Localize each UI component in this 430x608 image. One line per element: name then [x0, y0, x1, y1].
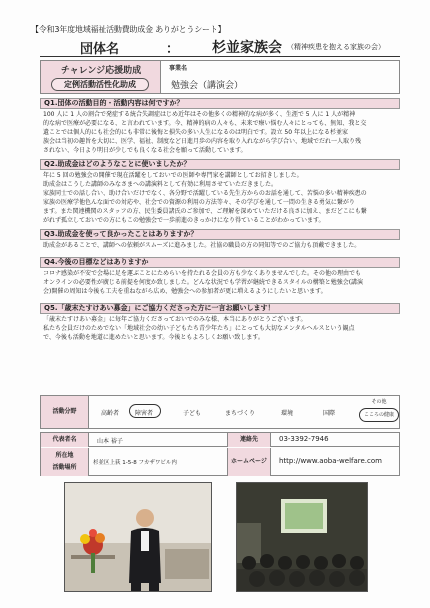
q2-line: 年に 5 回の勉強会の開催で現在活躍をしておいでの医師や専門家を講師としてお招きしました。	[43, 172, 303, 179]
q2-title: Q2.助成金はどのようなことに使いましたか？	[40, 159, 400, 170]
sheet-header-tag: 【令和3年度地域福祉活動費助成金 ありがとうシート】	[31, 25, 226, 34]
grant-info-box	[40, 60, 400, 94]
q1-section	[40, 98, 400, 156]
activity-environment: 環境	[281, 410, 294, 417]
speaker-photo	[64, 482, 212, 592]
activity-children: 子ども	[183, 410, 202, 417]
q4-line: 会)開催の周知は今後も工夫を重ねながら広め、勉強会への参加者が更に増えるようにしたいと思います。	[43, 288, 327, 295]
q1-line: 遺ことでは個人的にも社会的にも非常に後悔と損失の多い人生になるのは明白です。設立 50 年以上になる杉並家	[43, 129, 348, 136]
location-label	[41, 448, 89, 476]
seminar-audience-photo	[236, 482, 368, 592]
phone-number: 03-3392-7946	[279, 435, 329, 443]
q2-line: がれず孤立しておいでの方にもこの勉強会で一歩前進のきっかけになり得ていることがわかっています。	[43, 217, 325, 224]
speaker-photo-image	[65, 483, 212, 592]
project-name: 勉強会（講演会）	[171, 81, 244, 91]
organization-row	[40, 37, 400, 57]
q2-line: 家族同士での話し合い、助け合いだけでなく、各分野で活躍している先生方からのお話を通して、苦悩の多い精神疾患の	[43, 190, 367, 197]
q4-line: オンラインの必要性が廣じる前提を何度か致しました。どんな状況でも学習が継続できるスタイルの構築と勉強会(講演	[43, 279, 364, 286]
q5-line: で、今後も活動を地道に進めたいと思います。今後ともよろしくお願い致します。	[43, 334, 264, 341]
location-label-line-2: 活動場所	[52, 464, 77, 471]
org-name-label: 団体名	[80, 42, 120, 57]
q5-line: 「歳末たすけあい募金」に毎年ご協力くださっておいでのみな様、本当にありがとうございます。	[43, 316, 307, 323]
q1-line: 族会は当初の趣旨を大切に、医学、福祉、制度など日進月歩の内容を取り入れながら学び合い、地域でだれ一人取り残	[43, 138, 362, 145]
grant-type-badge: 定例活動活性化助成	[51, 78, 149, 91]
q3-section	[40, 229, 400, 251]
activity-international: 国際	[323, 410, 336, 417]
activity-fields-row	[40, 395, 400, 429]
activity-fields-label: 活動分野	[41, 396, 89, 428]
activity-disability: 障害者	[135, 410, 154, 417]
homepage-url[interactable]: http://www.aoba-welfare.com	[279, 457, 382, 465]
contact-info-table	[40, 432, 400, 476]
grant-category: チャレンジ応援助成	[60, 66, 142, 76]
org-subtitle: （精神疾患を抱える家族の会）	[287, 43, 385, 51]
q2-line: ます。また関連機関のスタッフの方、民生委員諸氏のご参加で、ご理解を深めていただける良さに加え、まだどこにも繋	[43, 208, 367, 215]
activity-elderly: 高齢者	[101, 410, 120, 417]
q3-line: 助成金があることで、講師への依頼がスムーズに進みました。社協の職員の方の同知等でのご協力も頂戴できました。	[43, 242, 361, 249]
q5-title: Q5.「歳末たすけあい募金」にご協力くださった方に一言お願いします！	[40, 303, 400, 314]
representative-label: 代表者名	[41, 433, 89, 447]
project-name-label: 事業名	[169, 65, 188, 72]
q4-section	[40, 257, 400, 297]
q1-line: されない、今日より明日が少しでも良くなる社会を願って活動しています。	[43, 147, 247, 154]
activity-other	[359, 398, 399, 426]
q1-line: 的な病で医療が必要になる、と言われています。今、精神的病の人々も、未来で療い悩む人々にとっても、無知、我と交	[43, 120, 367, 127]
activity-other-value: こころの健康	[359, 408, 399, 422]
q4-body	[40, 268, 400, 297]
activity-community: まちづくり	[225, 410, 255, 417]
q2-section	[40, 159, 400, 226]
q4-title: Q4.今後の目標などはありますか	[40, 257, 400, 268]
location-label-line-1: 所在地	[55, 452, 74, 459]
location-address: 杉並区上荻 1-5-8 フカザワビル内	[93, 460, 177, 466]
q5-body	[40, 314, 400, 343]
homepage-label: ホームページ	[227, 448, 271, 476]
q2-body	[40, 170, 400, 226]
q1-title: Q1.団体の活動目的・活動内容は何ですか？	[40, 98, 400, 109]
q3-body	[40, 240, 400, 251]
q4-line: コロナ感染が不安で会場に足を運ぶことにためらいを持たれる会員の方も少なくありませんでした。その他の理由でも	[43, 270, 362, 277]
activity-other-label: その他	[371, 399, 387, 405]
q2-line: 家族の医療学他色んな面での対応や、社会での資源の利用の方法等々、その学びを通して一問の生きる勇気に繋がり	[43, 199, 355, 206]
grant-type-cell	[41, 61, 161, 93]
q1-line: 100 人に 1 人の割合で発症する統合失調症はじめ近年はその他多くの精神的な病が多く、生涯で 5 人に 1 人が精神	[43, 111, 356, 118]
contact-row-1	[41, 433, 399, 447]
org-colon: ：	[166, 42, 180, 57]
q5-line: 私たち会員だけのためでない「地域社会の幼い子どもたち青少年たち」にとっても大切なメンタルヘルスという観点	[43, 325, 355, 332]
org-name: 杉並家族会	[212, 40, 282, 56]
phone-label: 連絡先	[227, 433, 271, 447]
seminar-audience-image	[237, 483, 368, 592]
q1-body	[40, 109, 400, 156]
q2-line: 助成金はこうした講師のみなさまへの講演料として有効に利用させていただきました。	[43, 181, 278, 188]
q5-section	[40, 303, 400, 343]
contact-row-2	[41, 448, 399, 476]
representative-name: 山本 裕子	[97, 438, 123, 445]
q3-title: Q3.助成金を使って良かったことはありますか？	[40, 229, 400, 240]
